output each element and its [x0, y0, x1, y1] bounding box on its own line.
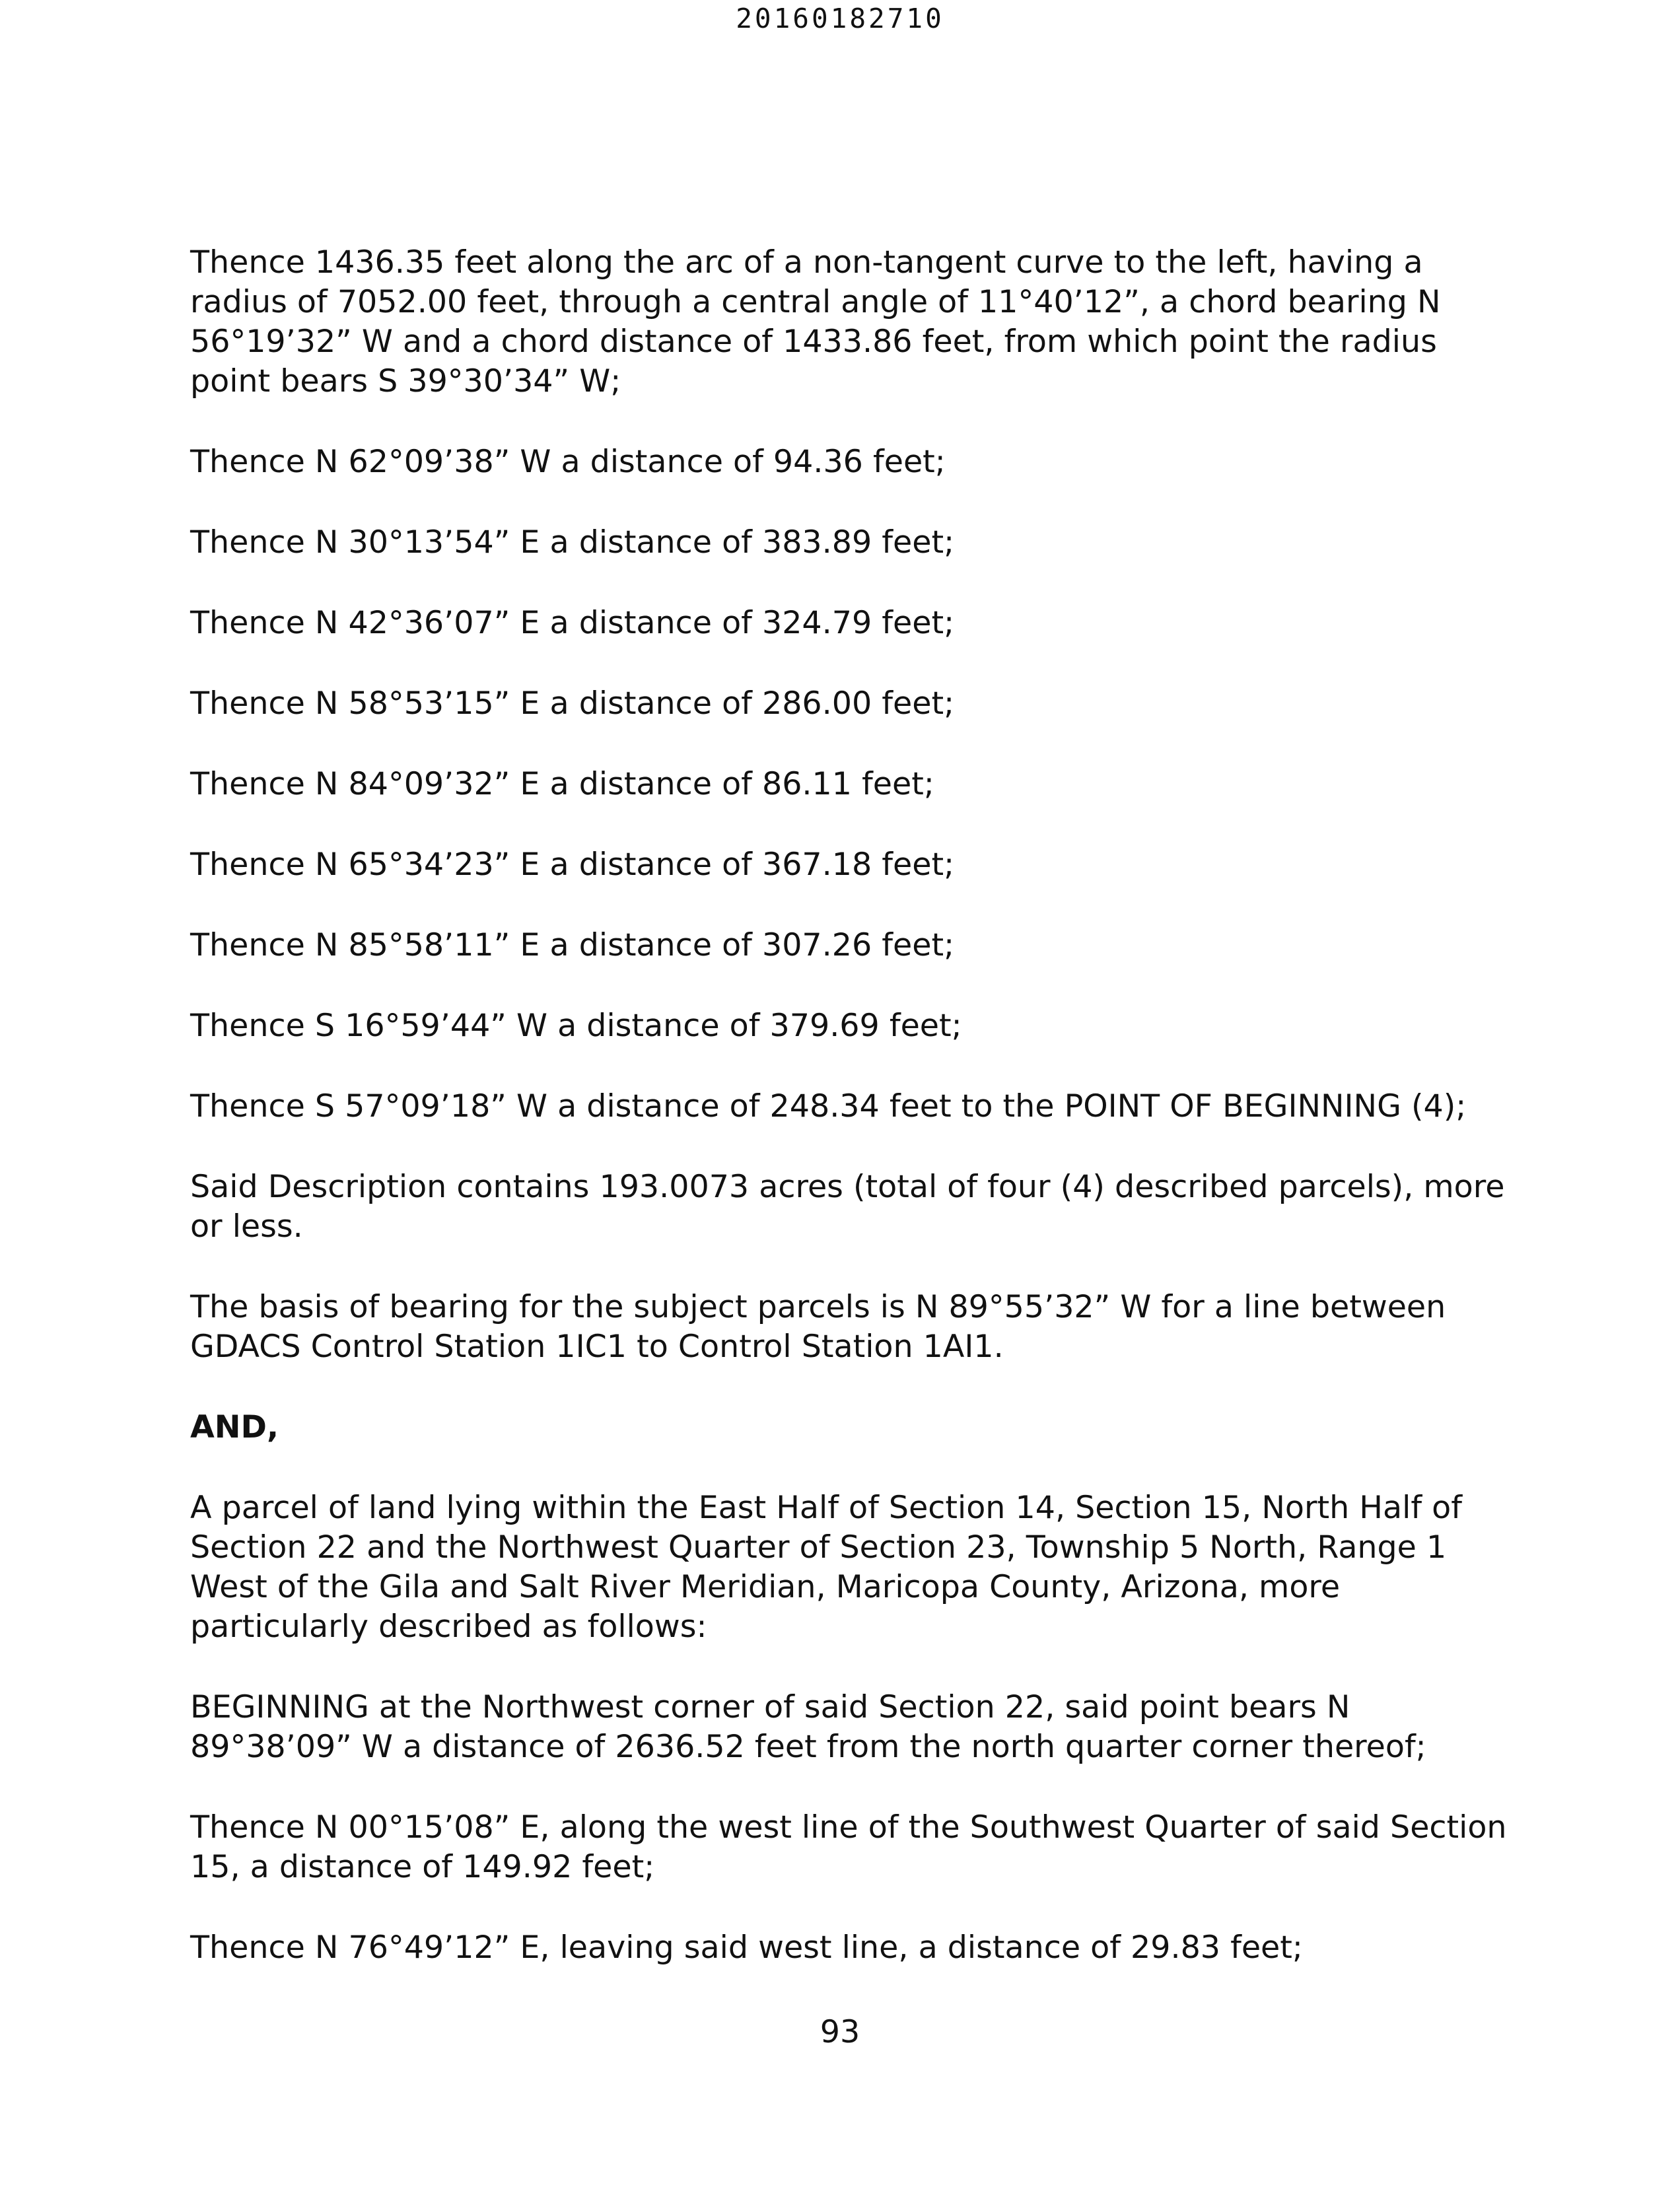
page-number: 93: [820, 2014, 860, 2050]
paragraph-course: Thence N 30°13’54” E a distance of 383.89 feet;: [190, 524, 955, 561]
paragraph-curve-arc: Thence 1436.35 feet along the arc of a non-tangent curve to the left, having a radius of 7052.00 feet, through a central angle of 11°40’12”, a chord bearing N 56°19’32” W and a chord distance of 1433.86 feet, from which point the radius point bears S 39°30’34” W;: [190, 244, 1441, 399]
paragraph-acreage: Said Description contains 193.0073 acres (total of four (4) described parcels), more or less.: [190, 1169, 1505, 1245]
document-number: 20160182710: [736, 3, 944, 34]
paragraph-course: Thence S 57°09’18” W a distance of 248.34 feet to the POINT OF BEGINNING (4);: [190, 1088, 1467, 1125]
paragraph-course: Thence N 65°34’23” E a distance of 367.18 feet;: [190, 847, 955, 883]
paragraph-basis-of-bearing: The basis of bearing for the subject parcels is N 89°55’32” W for a line between GDACS Control Station 1IC1 to Control Station 1AI1.: [190, 1289, 1446, 1365]
paragraph-course: Thence N 76°49’12” E, leaving said west line, a distance of 29.83 feet;: [190, 1929, 1303, 1966]
paragraph-course: Thence N 85°58’11” E a distance of 307.26 feet;: [190, 927, 955, 963]
paragraph-point-of-beginning: BEGINNING at the Northwest corner of said Section 22, said point bears N 89°38’09” W a distance of 2636.52 feet from the north quarter corner thereof;: [190, 1689, 1426, 1765]
paragraph-course: Thence N 62°09’38” W a distance of 94.36 feet;: [190, 444, 946, 480]
paragraph-course: Thence S 16°59’44” W a distance of 379.69 feet;: [190, 1008, 962, 1044]
paragraph-course: Thence N 00°15’08” E, along the west line of the Southwest Quarter of said Section 15, a distance of 149.92 feet;: [190, 1809, 1507, 1885]
paragraph-parcel-description: A parcel of land lying within the East Half of Section 14, Section 15, North Half of Section 22 and the Northwest Quarter of Section 23, Township 5 North, Range 1 West of the Gila and Salt River Meridian, Maricopa County, Arizona, more particularly described as follows:: [190, 1490, 1462, 1645]
paragraph-course: Thence N 58°53’15” E a distance of 286.00 feet;: [190, 685, 955, 722]
document-body: [190, 243, 1511, 2009]
paragraph-course: Thence N 42°36’07” E a distance of 324.79 feet;: [190, 605, 955, 641]
section-heading-and: AND,: [190, 1409, 279, 1445]
paragraph-course: Thence N 84°09’32” E a distance of 86.11 feet;: [190, 766, 934, 802]
